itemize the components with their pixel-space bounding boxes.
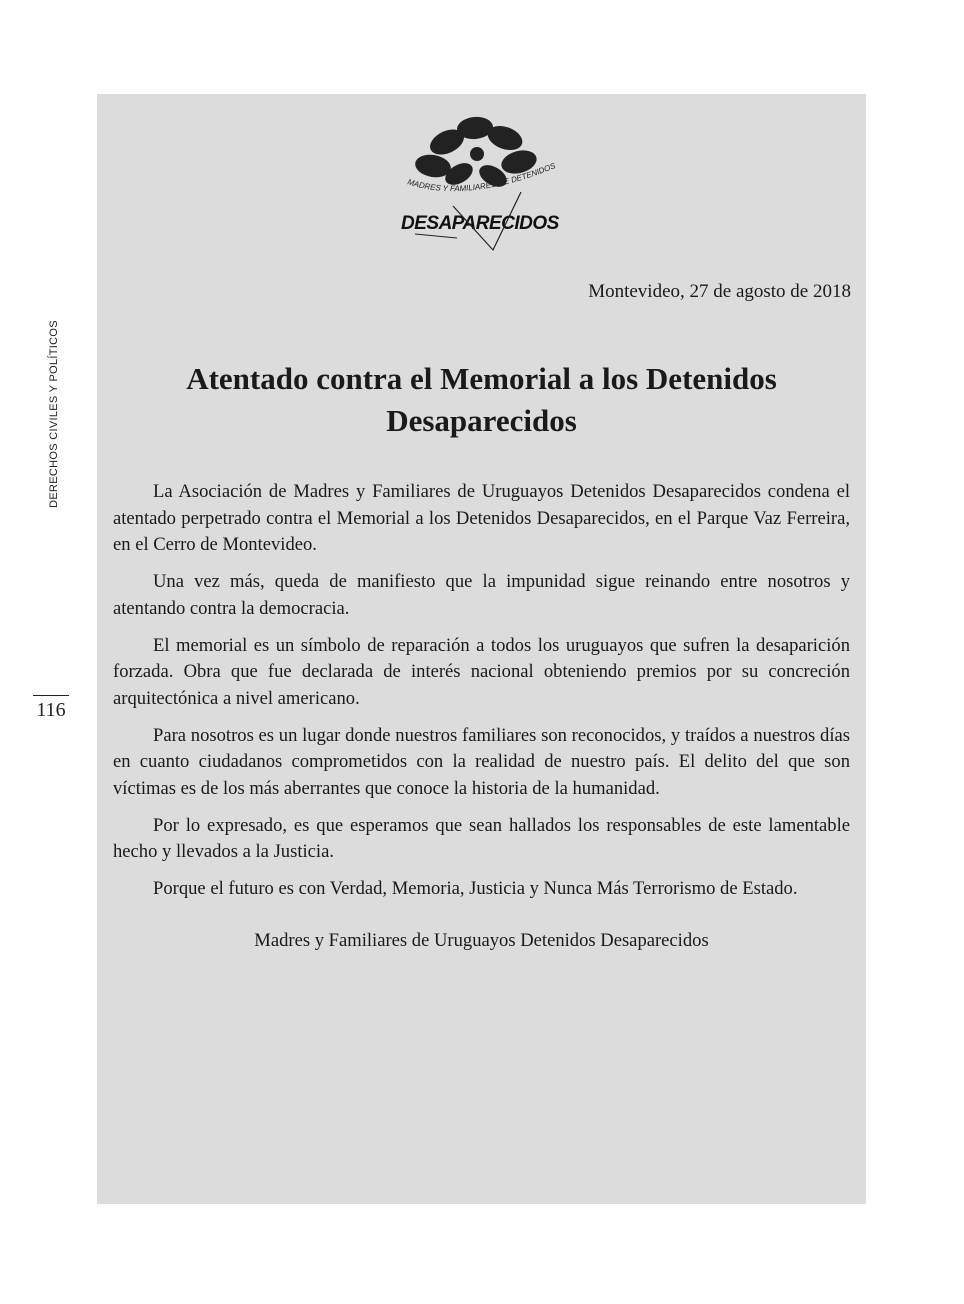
paragraph: Una vez más, queda de manifiesto que la impunidad sigue reinando entre nosotros y atentando contra la democracia. — [113, 571, 850, 619]
organization-logo — [397, 112, 567, 254]
paragraph: La Asociación de Madres y Familiares de Uruguayos Detenidos Desaparecidos condena el atentado perpetrado contra el Memorial a los Detenidos Desaparecidos, en el Parque Vaz Ferreira, en el Cerro de Montevideo. — [113, 481, 850, 555]
paragraph: El memorial es un símbolo de reparación a todos los uruguayos que sufren la desaparición forzada. Obra que fue declarada de interés nacional obteniendo premios por su concreción arquitectónica a nivel americano. — [113, 634, 850, 709]
page-number-rule — [33, 695, 69, 696]
body-text — [113, 479, 850, 913]
paragraph: Para nosotros es un lugar donde nuestros familiares son reconocidos, y traídos a nuestros días en cuanto ciudadanos comprometidos con la realidad de nuestro país. El delito del que son víctimas es de los más aberrantes que conoce la historia de la humanidad. — [113, 724, 850, 799]
logo-curve-text: MADRES Y FAMILIARES DE DETENIDOS — [406, 161, 557, 194]
document-title: Atentado contra el Memorial a los Detenidos Desaparecidos — [186, 361, 777, 438]
document-panel — [97, 94, 866, 1204]
logo-word: DESAPARECIDOS — [401, 213, 559, 234]
dateline: Montevideo, 27 de agosto de 2018 — [588, 281, 851, 302]
page-number: 116 — [36, 699, 66, 721]
paragraph: Porque el futuro es con Verdad, Memoria, Justicia y Nunca Más Terrorismo de Estado. — [153, 878, 798, 899]
running-header: DERECHOS CIVILES Y POLÍTICOS — [48, 320, 60, 508]
signature: Madres y Familiares de Uruguayos Detenidos Desaparecidos — [254, 930, 709, 951]
paragraph: Por lo expresado, es que esperamos que sean hallados los responsables de este lamentable hecho y llevados a la Justicia. — [113, 814, 850, 862]
